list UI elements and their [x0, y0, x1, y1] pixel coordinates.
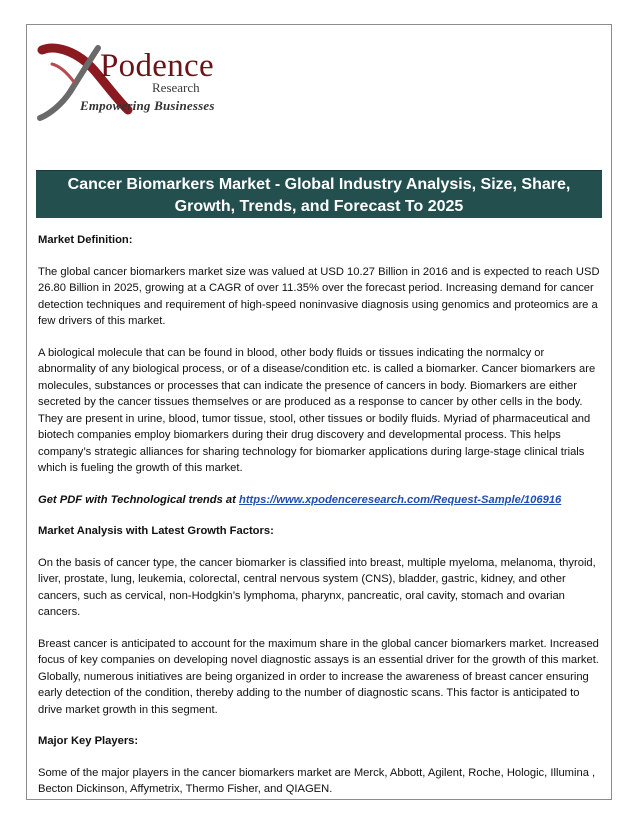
market-definition-paragraph-2: A biological molecule that can be found in blood, other body fluids or tissues indicating the normalcy or abnormality of any biological process, or of a disease/condition etc. is called a biomarker. Cancer biomarkers are molecules, substances or processes that can indicate the presence of cancers in body. Biomarkers are either secreted by the cancer tissues themselves or are produced as a response to cancer by other cells in the body. They are present in urine, blood, tumor tissue, stool, other tissues or bodily fluids. Myriad of pharmaceutical and biotech companies employ biomarkers during their drug discovery and developmental process. This helps company’s strategic alliances for sharing technology for biomarker applications during large-stage clinical trials which is fueling the growth of this market.	[38, 346, 596, 474]
market-definition-heading: Market Definition:	[38, 234, 133, 246]
report-title-line-2: Growth, Trends, and Forecast To 2025	[174, 198, 464, 215]
report-title-banner	[36, 170, 602, 218]
report-body	[38, 232, 604, 813]
request-sample-link[interactable]: https://www.xpodenceresearch.com/Request-Sample/106916	[238, 493, 562, 506]
pdf-request-text: Get PDF with Technological trends at	[38, 493, 239, 506]
key-players-heading: Major Key Players:	[38, 735, 139, 747]
growth-factors-paragraph-2: Breast cancer is anticipated to account for the maximum share in the global cancer biomarkers market. Increased focus of key companies on developing novel diagnostic assays is an essential driver for the growth of this market. Globally, numerous initiatives are being organized in order to increase the awareness of breast cancer ensuring early detection of the condition, thereby adding to the number of diagnostic scans. This factor is anticipated to drive market growth in this segment.	[38, 637, 599, 716]
report-title-line-1: Cancer Biomarkers Market - Global Industry Analysis, Size, Share,	[67, 176, 571, 193]
pdf-request-line	[38, 492, 604, 509]
logo-subtitle: Research	[152, 80, 200, 95]
logo-tagline: Empowering Businesses	[80, 98, 215, 113]
key-players-paragraph: Some of the major players in the cancer biomarkers market are Merck, Abbott, Agilent, Roche, Hologic, Illumina , Becton Dickinson, Affymetrix, Thermo Fisher, and QIAGEN.	[38, 766, 596, 795]
growth-factors-heading: Market Analysis with Latest Growth Factors:	[38, 525, 274, 537]
growth-factors-paragraph-1: On the basis of cancer type, the cancer biomarker is classified into breast, multiple myeloma, melanoma, thyroid, liver, prostate, lung, leukemia, colorectal, central nervous system (CNS), bladder, gastric, kidney, and other cancers, such as cervical, non-Hodgkin’s lymphoma, pharynx, pancreatic, oral cavity, stomach and ovarian cancers.	[38, 556, 596, 618]
logo-wordmark: Podence	[100, 48, 214, 84]
market-definition-paragraph-1: The global cancer biomarkers market size was valued at USD 10.27 Billion in 2016 and is expected to reach USD 26.80 Billion in 2025, growing at a CAGR of over 11.35% over the forecast period. Increasing demand for cancer detection techniques and requirement of high-speed noninvasive diagnosis using genomics and proteomics are a few drivers of this market.	[38, 265, 600, 327]
